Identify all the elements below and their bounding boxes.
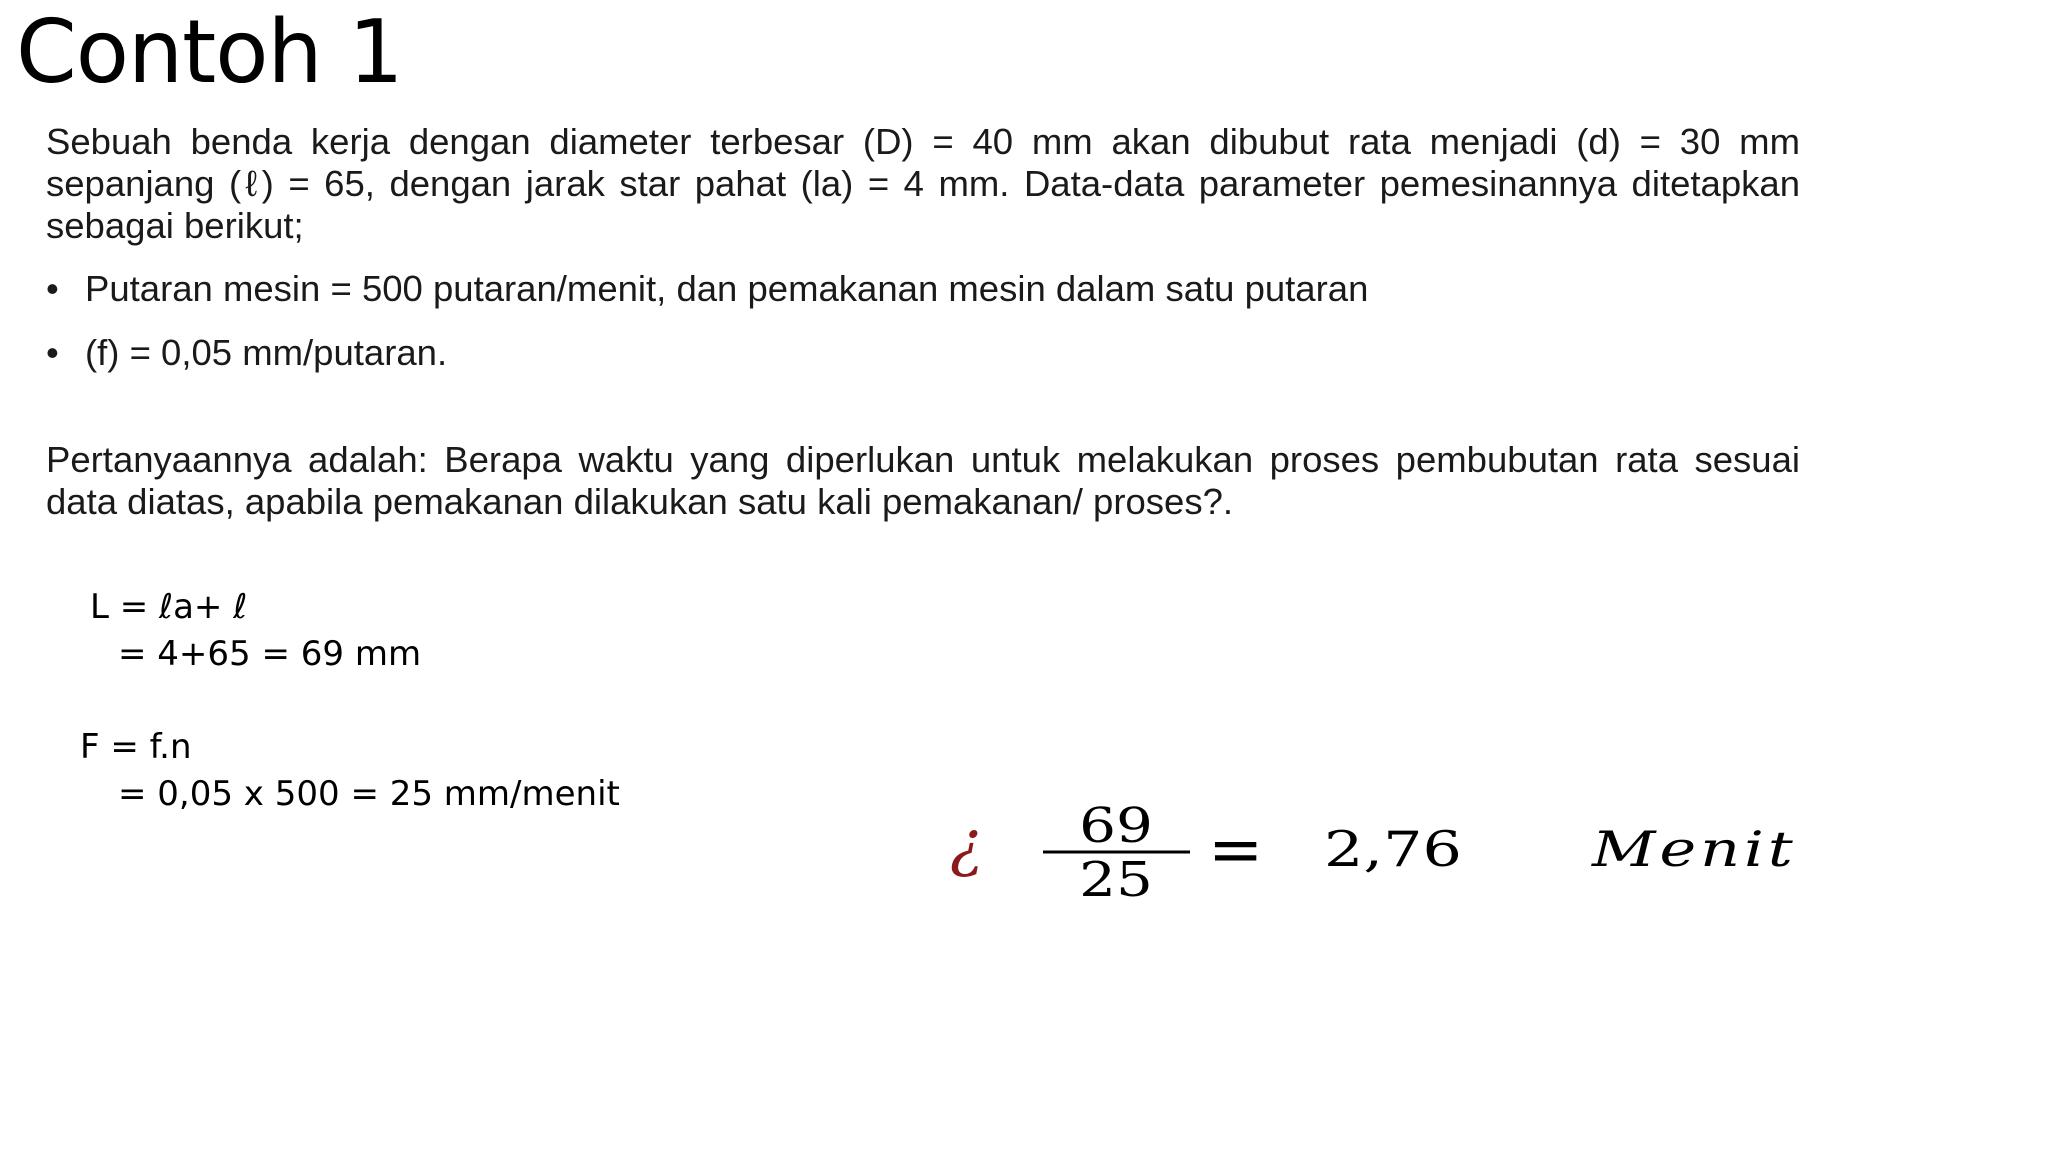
formula-equals: = [1208,811,1264,888]
list-item [46,332,1800,374]
formula-unit: Menit [1592,821,1797,879]
length-formula-line2: = 4+65 = 69 mm [118,634,422,674]
formula-result: 2,76 [1324,821,1462,879]
formula-svg [950,790,2010,910]
parameter-list [46,268,1800,396]
formula-denominator: 25 [1079,852,1153,908]
question-text: Pertanyaannya adalah: Berapa waktu yang diperlukan untuk melakukan proses pembubutan rata sesuai data diatas, apabila pemakanan dilakukan satu kali pemakanan/ proses?. [46,439,1800,522]
list-item-text: Putaran mesin = 500 putaran/menit, dan pemakanan mesin dalam satu putaran [85,268,1369,309]
length-formula-line1: L = ℓa+ ℓ [90,587,248,627]
formula-prefix-glyph: ¿ [950,807,984,880]
formula-numerator: 69 [1079,798,1153,854]
list-item-text: (f) = 0,05 mm/putaran. [85,332,448,373]
time-result-formula [950,790,2010,910]
list-item [46,268,1800,310]
bullet-marker: • [46,332,59,373]
slide-title: Contoh 1 [16,1,403,103]
feed-formula-line1: F = f.n [80,727,192,767]
problem-statement: Sebuah benda kerja dengan diameter terbesar (D) = 40 mm akan dibubut rata menjadi (d) = 30 mm sepanjang (ℓ) = 65, dengan jarak star pahat (la) = 4 mm. Data-data parameter pemesinannya ditetapkan sebagai berikut; [46,121,1800,246]
feed-formula-line2: = 0,05 x 500 = 25 mm/menit [118,774,620,814]
bullet-marker: • [46,268,59,309]
